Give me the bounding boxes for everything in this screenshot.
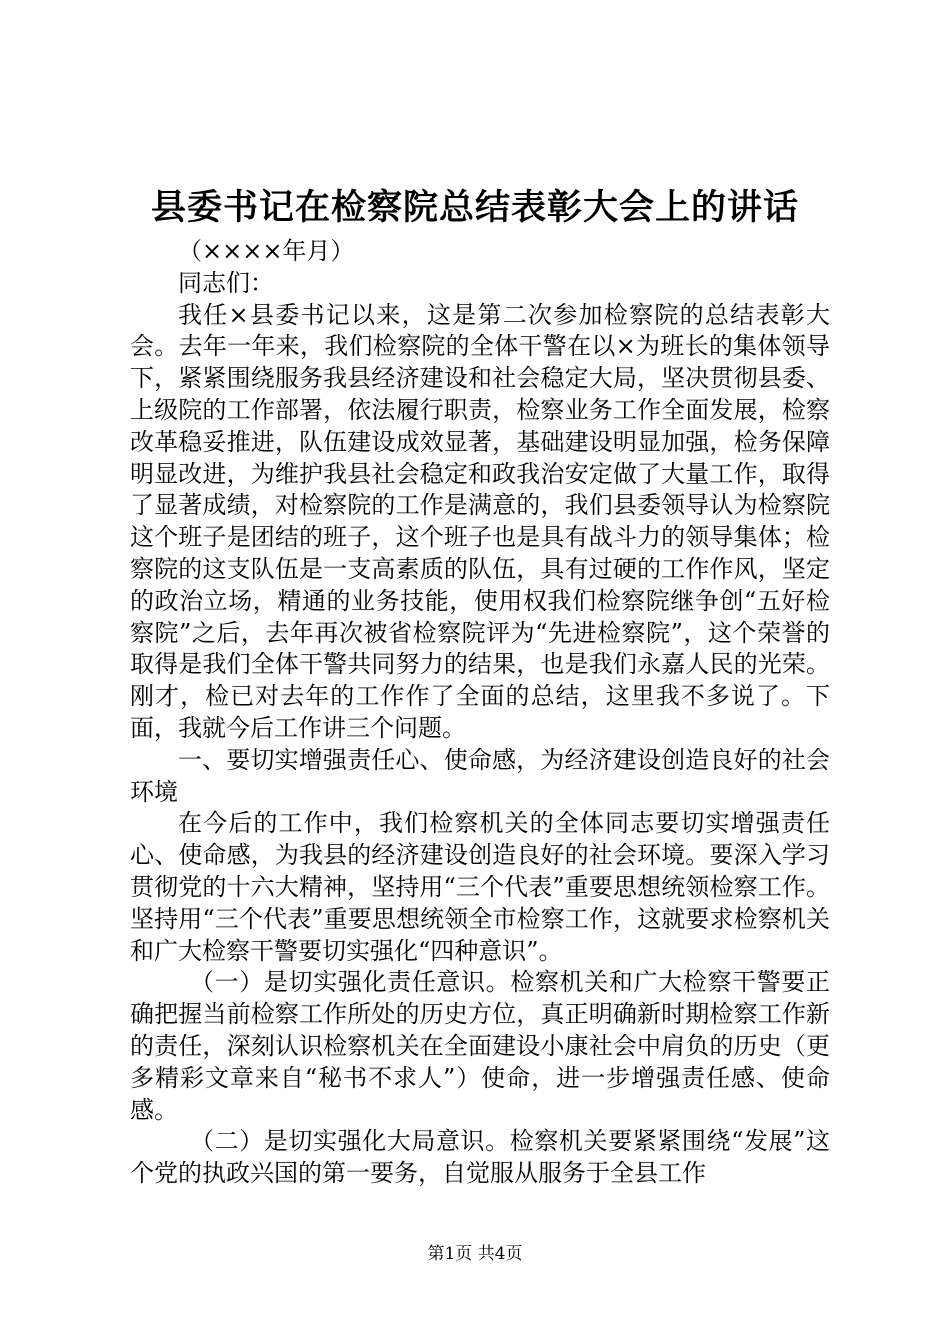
paragraph-subsection-1: （一）是切实强化责任意识。检察机关和广大检察干警要正确把握当前检察工作所处的历史方位，真正明确新时期检察工作新的责任，深刻认识检察机关在全面建设小康社会中肩负的历史（更多精彩文章来自“秘书不求人”）使命，进一步增强责任感、使命感。 <box>130 968 830 1124</box>
document-body <box>130 236 830 1190</box>
paragraph-section-1: 在今后的工作中，我们检察机关的全体同志要切实增强责任心、使命感，为我县的经济建设创造良好的社会环境。要深入学习贯彻党的十六大精神，坚持用“三个代表”重要思想统领检察工作。坚持用“三个代表”重要思想统领全市检察工作，这就要求检察机关和广大检察干警要切实强化“四种意识”。 <box>130 809 830 965</box>
page-footer: 第1页 共4页 <box>427 1244 523 1264</box>
date-line: （××××年月） <box>178 237 355 265</box>
salutation: 同志们： <box>178 268 274 297</box>
paragraph-intro: 我任×县委书记以来，这是第二次参加检察院的总结表彰大会。去年一年来，我们检察院的全体干警在以×为班长的集体领导下，紧紧围绕服务我县经济建设和社会稳定大局，坚决贯彻县委、上级院的工作部署，依法履行职责，检察业务工作全面发展，检察改革稳妥推进，队伍建设成效显著，基础建设明显加强，检务保障明显改进，为维护我县社会稳定和政我治安定做了大量工作，取得了显著成绩，对检察院的工作是满意的，我们县委领导认为检察院这个班子是团结的班子，这个班子也是具有战斗力的领导集体；检察院的这支队伍是一支高素质的队伍，具有过硬的工作作风，坚定的政治立场，精通的业务技能，使用权我们检察院继争创“五好检察院”之后，去年再次被省检察院评为“先进检察院”，这个荣誉的取得是我们全体干警共同努力的结果，也是我们永嘉人民的光荣。刚才，检已对去年的工作作了全面的总结，这里我不多说了。下面，我就今后工作讲三个问题。 <box>130 300 830 742</box>
section-heading-1: 一、要切实增强责任心、使命感，为经济建设创造良好的社会环境 <box>130 745 830 806</box>
document-title: 县委书记在检察院总结表彰大会上的讲话 <box>150 187 799 228</box>
paragraph-subsection-2: （二）是切实强化大局意识。检察机关要紧紧围绕“发展”这个党的执政兴国的第一要务，自觉服从服务于全县工作 <box>130 1127 830 1188</box>
